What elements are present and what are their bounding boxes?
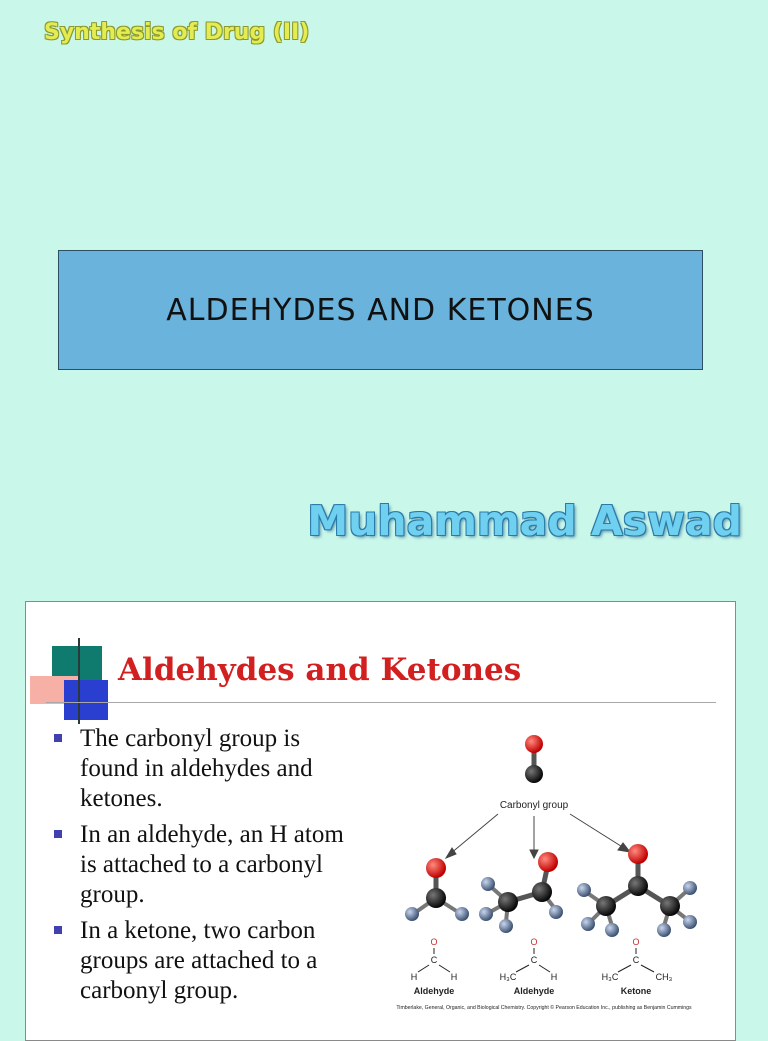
svg-text:O: O bbox=[530, 937, 538, 947]
ketone-molecule bbox=[577, 844, 697, 937]
bullet-icon bbox=[54, 926, 62, 934]
formula-right bbox=[602, 937, 673, 982]
label-aldehyde-left: Aldehyde bbox=[413, 986, 455, 996]
bullet-icon bbox=[54, 734, 62, 742]
bullet-list bbox=[50, 724, 350, 1012]
author-name: Muhammad Aswad bbox=[307, 497, 742, 545]
embedded-slide bbox=[25, 601, 736, 1041]
carbonyl-label: Carbonyl group bbox=[499, 800, 569, 811]
bullet-text: In a ketone, two carbon groups are attached to a carbonyl group. bbox=[80, 917, 318, 1004]
formula-left bbox=[411, 937, 458, 982]
decor-vertical-line bbox=[78, 638, 80, 724]
topic-box bbox=[58, 250, 703, 370]
label-aldehyde-middle: Aldehyde bbox=[513, 986, 555, 996]
topic-title: ALDEHYDES AND KETONES bbox=[166, 292, 595, 328]
label-ketone: Ketone bbox=[620, 986, 652, 996]
svg-text:C: C bbox=[632, 955, 640, 965]
bullet-text: The carbonyl group is found in aldehydes and ketones. bbox=[80, 725, 313, 812]
svg-text:H: H bbox=[450, 972, 458, 982]
decor-blue-square bbox=[64, 680, 108, 720]
credit-line: Timberlake, General, Organic, and Biological Chemistry. Copyright © Pearson Education Inc., publishing as Benjamin Cummings bbox=[396, 1005, 692, 1011]
arrows bbox=[446, 814, 630, 858]
svg-text:O: O bbox=[632, 937, 640, 947]
bullet-text: In an aldehyde, an H atom is attached to a carbonyl group. bbox=[80, 821, 344, 908]
decor-title-rule bbox=[46, 702, 716, 703]
list-item bbox=[50, 724, 350, 814]
bullet-icon bbox=[54, 830, 62, 838]
aldehyde-molecule-middle bbox=[479, 852, 563, 933]
svg-text:H₃C: H₃C bbox=[499, 972, 517, 982]
svg-text:C: C bbox=[530, 955, 538, 965]
list-item bbox=[50, 916, 350, 1006]
svg-text:H₃C: H₃C bbox=[601, 972, 619, 982]
svg-text:CH₃: CH₃ bbox=[655, 972, 673, 982]
svg-text:C: C bbox=[430, 955, 438, 965]
svg-text:O: O bbox=[430, 937, 438, 947]
svg-text:H: H bbox=[410, 972, 418, 982]
course-title: Synthesis of Drug (II) bbox=[44, 20, 310, 45]
formula-middle bbox=[500, 937, 558, 982]
svg-text:H: H bbox=[550, 972, 558, 982]
aldehyde-molecule-left bbox=[405, 858, 469, 921]
carbonyl-diagram bbox=[366, 722, 726, 1022]
list-item bbox=[50, 820, 350, 910]
carbonyl-molecule bbox=[525, 735, 543, 783]
slide-title: Aldehydes and Ketones bbox=[118, 652, 522, 688]
